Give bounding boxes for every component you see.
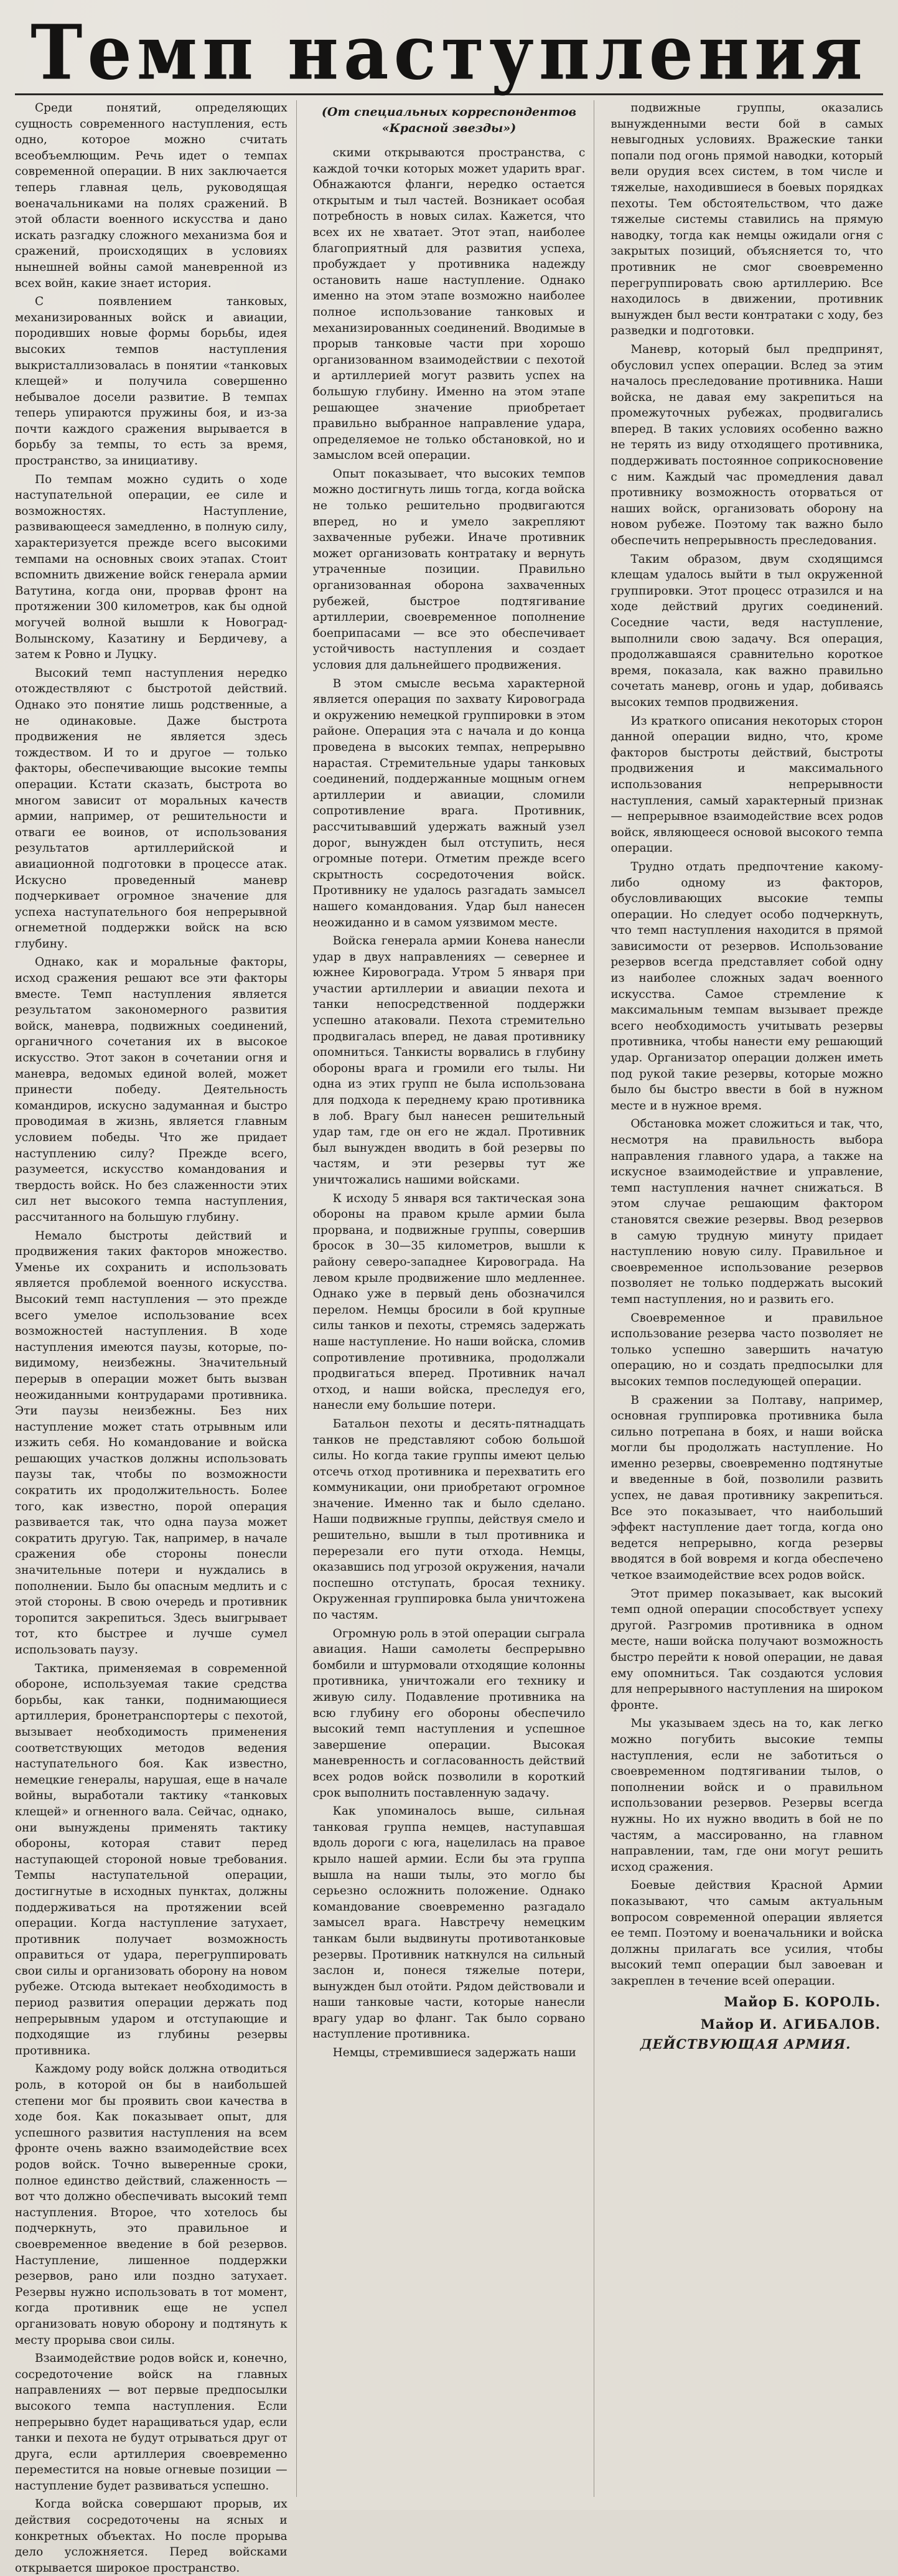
article-paragraph: Взаимодействие родов войск и, конечно, сосредоточение войск на главных направлениях — вот первые предпосылки высокого темпа наступления. Если непрерывно будет наращиваться удар, если танки и пехота не будут отрываться друг от друга, если артиллерия своевременно переместится на новые огневые позиции — наступление будет развиваться успешно. [15, 2352, 288, 2493]
article-paragraph: скими открываются пространства, с каждой точки которых может ударить враг. Обнажаются фланги, нередко остается открытым и тыл частей. Возникает особая потребность в новых силах. Кажется, что всех их не хватает. Этот этап, наиболее благоприятный для развития успеха, пробуждает у противника надежду остановить наше наступление. Однако именно на этом этапе возможно наиболее полное использование танковых и механизированных соединений. Вводимые в прорыв танковые части при хорошо организованном взаимодействии с пехотой и артиллерией могут развить успех на большую глубину. Именно на этом этапе решающее значение приобретает правильно выбранное направление удара, определяемое не только обстановкой, но и замыслом всей операции. [312, 146, 586, 463]
signature-2: Майор И. АГИБАЛОВ. [700, 2016, 881, 2033]
article-paragraph: В этом смысле весьма характерной является операция по захвату Кировограда и окружению немецкой группировки в этом районе. Операция эта с начала и до конца проведена в высоких темпах, непрерывно нарастая. Стремительные удары танковых соединений, поддержанные мощным огнем артиллерии и авиации, сломили сопротивление врага. Противник, рассчитывавший удержать важный узел дорог, вынужден был отступить, неся огромные потери. Отметим прежде всего скрытность сосредоточения войск. Противнику не удалось разгадать замысел нашего командования. Удар был нанесен неожиданно и в самом уязвимом месте. [312, 677, 586, 929]
article-byline: (От специальных корреспондентов «Красной звезды») [321, 105, 577, 135]
article-paragraph: Когда войска совершают прорыв, их действия сосредоточены на ясных и конкретных объектах. Но после прорыва дело усложняется. Перед войсками открывается широкое пространство. [15, 2498, 288, 2575]
article-paragraph: Немцы, стремившиеся задержать наши [332, 2046, 576, 2060]
signature-1: Майор Б. КОРОЛЬ. [724, 1994, 881, 2010]
article-paragraph: Тактика, применяемая в современной обороне, используемая такие средства борьбы, как танки, поднимающиеся артиллерия, бронетранспортеры с пехотой, вызывает необходимость применения соответствующих методов ведения наступательного боя. Как известно, немецкие генералы, нарушая, еще в начале войны, выработали тактику «танковых клещей» и огненного вала. Сейчас, однако, они вынуждены применять тактику обороны, которая ставит перед наступающей стороной новые требования. Темпы наступательной операции, достигнутые в исходных пунктах, должны поддерживаться на протяжении всей операции. Когда наступление затухает, противник получает возможность оправиться от удара, перегруппировать свои силы и организовать оборону на новом рубеже. Отсюда вытекает необходимость в период развития операции держать под непрерывным ударом и отступающие и подходящие из глубины резервы противника. [15, 1662, 288, 2057]
article-paragraph: Трудно отдать предпочтение какому-либо одному из факторов, обусловливающих высокие темпы операции. Но следует особо подчеркнуть, что темп наступления находится в прямой зависимости от резервов. Использование резервов всегда представляет собой одну из наиболее сложных задач военного искусства. Самое стремление к максимальным темпам вызывает прежде всего необходимость учитывать резервы противника, чтобы нанести ему решающий удар. Организатор операции должен иметь под рукой такие резервы, которые можно было бы быстро ввести в бой в нужном месте и в нужное время. [610, 860, 884, 1112]
article-paragraph: Своевременное и правильное использование резерва часто позволяет не только успешно завершить начатую операцию, но и создать предпосылки для высоких темпов последующей операции. [610, 1311, 884, 1388]
article-title: Темп наступления [30, 9, 868, 97]
article-paragraph: Однако, как и моральные факторы, исход сражения решают все эти факторы вместе. Темп наступления является результатом закономерного развития войск, маневра, подвижных соединений, органичного сочетания их в высокое искусство. Этот закон в сочетании огня и маневра, ведомых единой волей, может принести победу. Деятельность командиров, искусно задуманная и быстро проводимая в жизнь, является главным условием победы. Что же придает наступлению силу? Прежде всего, разумеется, искусство командования и твердость войск. Но без слаженности этих сил нет высокого темпа наступления, рассчитанного на большую глубину. [15, 956, 288, 1224]
article-paragraph: Немало быстроты действий и продвижения таких факторов множество. Уменье их сохранить и использовать является проблемой военного искусства. Высокий темп наступления — это прежде всего умелое использование всех возможностей наступления. В ходе наступления имеются паузы, которые, по-видимому, неизбежны. Значительный перерыв в операции может быть вызван неожиданными контрударами противника. Эти паузы неизбежны. Без них наступление может стать отрывным или изжить себя. Но командование и войска решающих участков должны использовать паузы так, чтобы по возможности сократить их продолжительность. Более того, как известно, порой операция развивается так, что одна пауза может сократить другую. Так, например, в начале сражения обе стороны понесли значительные потери и нуждались в пополнении. Было бы опасным медлить и с этой стороны. В свою очередь и противник торопится закрепиться. Здесь выигрывает тот, кто быстрее и лучше сумел использовать паузу. [15, 1229, 288, 1657]
article-paragraph: подвижные группы, оказались вынужденными вести бой в самых невыгодных условиях. Вражеские танки попали под огонь прямой наводки, который вели орудия всех систем, в том числе и тяжелые, находившиеся в боевых порядках пехоты. Тем обстоятельством, что даже тяжелые системы ставились на прямую наводку, тогда как немцы ожидали огня с закрытых позиций, объясняется то, что противник не смог своевременно перегруппировать свою артиллерию. Все находилось в движении, противник вынужден был вести контратаки с ходу, без разведки и подготовки. [610, 101, 884, 338]
article-paragraph: Мы указываем здесь на то, как легко можно погубить высокие темпы наступления, если не заботиться о своевременном подтягивании тылов, о пополнении войск и о правильном использовании резервов. Резервы всегда нужны. Но их нужно вводить в бой не по частям, а массированно, на главном направлении, там, где они могут решить исход сражения. [610, 1717, 884, 1874]
article-paragraph: В сражении за Полтаву, например, основная группировка противника была сильно потрепана в боях, и наши войска могли бы продолжать наступление. Но именно резервы, своевременно подтянутые и введенные в бой, позволили развить успех, не давая противнику закрепиться. Все это показывает, что наибольший эффект наступление дает тогда, когда оно ведется непрерывно, когда резервы вводятся в бой вовремя и когда обеспечено четкое взаимодействие всех родов войск. [610, 1393, 884, 1582]
article-paragraph: Таким образом, двум сходящимся клещам удалось выйти в тыл окруженной группировки. Этот процесс отразился и на ходе действий других соединений. Соседние части, ведя наступление, выполнили свою задачу. Вся операция, продолжавшаяся сравнительно короткое время, показала, как важно правильно сочетать маневр, огонь и удар, добиваясь высоких темпов продвижения. [610, 552, 884, 709]
article-paragraph: Боевые действия Красной Армии показывают, что самым актуальным вопросом современной операции является ее темп. Поэтому и военачальники и войска должны прилагать все усилия, чтобы высокий темп операции был завоеван и закреплен в течение всей операции. [610, 1879, 884, 1988]
article-columns [15, 100, 884, 2575]
column-3 [610, 100, 883, 2497]
article-paragraph: Обстановка может сложиться и так, что, несмотря на правильность выбора направления главного удара, а также на искусное взаимодействие и управление, темп наступления начнет снижаться. В этом случае решающим фактором становятся свежие резервы. Ввод резервов в самую трудную минуту придает наступлению новую силу. Правильное и своевременное использование резервов позволяет не только поддержать высокий темп наступления, но и развить его. [610, 1117, 884, 1306]
article-paragraph: Опыт показывает, что высоких темпов можно достигнуть лишь тогда, когда войска не только решительно продвигаются вперед, но и умело закрепляют захваченные рубежи. Иначе противник может организовать контратаку и вернуть утраченные позиции. Правильно организованная оборона захваченных рубежей, быстрое подтягивание артиллерии, своевременное пополнение боеприпасами — все это обеспечивает устойчивость наступления и создает условия для дальнейшего продвижения. [312, 467, 586, 672]
article-paragraph: Войска генерала армии Конева нанесли удар в двух направлениях — севернее и южнее Кировограда. Утром 5 января при участии артиллерии и авиации пехота и танки непосредственной поддержки успешно атаковали. Пехота стремительно продвигалась вперед, не давая противнику опомниться. Танкисты ворвались в глубину обороны врага и громили его тылы. Ни одна из этих групп не была использована для подхода к переднему краю противника в лоб. Врагу был нанесен решительный удар там, где он его не ждал. Противник был вынужден вводить в бой резервы по частям, и эти резервы тут же уничтожались нашими войсками. [312, 934, 586, 1187]
column-2 [313, 100, 595, 2497]
article-paragraph: Маневр, который был предпринят, обусловил успех операции. Вслед за этим началось преследование противника. Наши войска, не давая ему закрепиться на промежуточных рубежах, продвигались вперед. В таких условиях особенно важно не терять из виду отходящего противника, поддерживать постоянное соприкосновение с ним. Каждый час промедления давал противнику возможность оторваться от наших войск, организовать оборону на новом рубеже. Поэтому так важно было обеспечить непрерывность преследования. [610, 342, 884, 548]
column-1 [15, 100, 297, 2575]
article-paragraph: Из краткого описания некоторых сторон данной операции видно, что, кроме факторов быстроты действий, быстроты продвижения и максимального использования непрерывности наступления, самый характерный признак — непрерывное взаимодействие всех родов войск, являющееся основой высокого темпа операции. [610, 714, 884, 855]
article-paragraph: Огромную роль в этой операции сыграла авиация. Наши самолеты беспрерывно бомбили и штурмовали отходящие колонны противника, уничтожали его технику и живую силу. Подавление противника на всю глубину его обороны обеспечило высокий темп наступления и успешное завершение операции. Высокая маневренность и согласованность действий всех родов войск позволили в короткий срок выполнить поставленную задачу. [312, 1627, 586, 1800]
article-paragraph: Этот пример показывает, как высокий темп одной операции способствует успеху другой. Разгромив противника в одном месте, наши войска получают возможность быстро перейти к новой операции, не давая ему опомниться. Так создаются условия для непрерывного наступления на широком фронте. [610, 1587, 884, 1712]
article-paragraph: К исходу 5 января вся тактическая зона обороны на правом крыле армии была прорвана, и подвижные группы, совершив бросок в 30—35 километров, вышли к району северо-западнее Кировограда. На левом крыле продвижение шло медленнее. Однако уже в первый день обозначился перелом. Немцы бросили в бой крупные силы танков и пехоты, стремясь задержать наше наступление. Но наши войска, сломив сопротивление противника, продолжали продвигаться вперед. Противник начал отход, и наши войска, преследуя его, нанесли ему большие потери. [312, 1192, 586, 1413]
army-label: ДЕЙСТВУЮЩАЯ АРМИЯ. [640, 2036, 851, 2052]
article-paragraph: Высокий темп наступления нередко отождествляют с быстротой действий. Однако это понятие лишь родственные, а не одинаковые. Даже быстрота продвижения не является здесь тождеством. И то и другое — только факторы, обеспечивающие высокие темпы операции. Кстати сказать, быстрота во многом зависит от моральных качеств армии, например, от решительности и отваги ее воинов, от использования результатов артиллерийской и авиационной подготовки в процессе атак. Искусно проведенный маневр подчеркивает огромное значение для успеха наступательного боя непрерывной огнеметной поддержки войск на всю глубину. [15, 666, 288, 951]
article-paragraph: По темпам можно судить о ходе наступательной операции, ее силе и возможностях. Наступление, развивающееся замедленно, в полную силу, характеризуется прежде всего высокими темпами на основных своих этапах. Стоит вспомнить движение войск генерала армии Ватутина, когда они, прорвав фронт на протяжении 300 километров, как бы одной могучей волной вышли к Новоград-Волынскому, Казатину и Бердичеву, а затем к Ровно и Луцку. [15, 472, 288, 662]
column-3-body [610, 100, 883, 1989]
article-paragraph: Батальон пехоты и десять-пятнадцать танков не представляют собою большой силы. Но когда такие группы имеют целью отсечь отход противника и перехватить его коммуникации, они приобретают огромное значение. Именно так и было сделано. Наши подвижные группы, действуя смело и решительно, вышли в тыл противника и перерезали его пути отхода. Немцы, оказавшись под угрозой окружения, начали поспешно отступать, бросая технику. Окруженная группировка была уничтожена по частям. [312, 1417, 586, 1622]
article-paragraph: С появлением танковых, механизированных войск и авиации, породивших новые формы борьбы, идея высоких темпов наступления выкристаллизовалась в понятии «танковых клещей» и получила совершенно небывалое досели развитие. В темпах теперь упираются пружины боя, и из-за почти каждого сражения вырывается в борьбу за темпы, то есть за время, пространство, за инициативу. [15, 295, 288, 468]
article-paragraph: Как упоминалось выше, сильная танковая группа немцев, наступавшая вдоль дороги с юга, нацелилась на правое крыло нашей армии. Если бы эта группа вышла на наши тылы, это могло бы серьезно осложнить положение. Однако командование своевременно разгадало замысел врага. Навстречу немецким танкам были выдвинуты противотанковые резервы. Противник наткнулся на сильный заслон и, понеся тяжелые потери, вынужден был отойти. Рядом действовали и наши танковые части, которые нанесли врагу удар во фланг. Так было сорвано наступление противника. [312, 1805, 586, 2041]
article-paragraph: Среди понятий, определяющих сущность современного наступления, есть одно, которое можно считать всеобъемлющим. Речь идет о темпах современной операции. В них заключается теперь главная цель, руководящая военачальниками на полях сражений. В этой области военного искусства и дано искать разгадку сложного механизма боя и сражений, происходящих в условиях нынешней войны самой маневренной из всех войн, какие знает история. [15, 101, 288, 290]
article-paragraph: Каждому роду войск должна отводиться роль, в которой он бы в наибольшей степени мог бы проявить свои качества в ходе боя. Как показывает опыт, для успешного развития наступления на всем фронте очень важно взаимодействие всех родов войск. Точно выверенные сроки, полное единство действий, слаженность — вот что должно обеспечивать высокий темп наступления. Второе, что хотелось бы подчеркнуть, это правильное и своевременное введение в бой резервов. Наступление, лишенное поддержки резервов, рано или поздно затухает. Резервы нужно использовать в тот момент, когда противник еще не успел организовать новую оборону и подтянуть к месту прорыва свои силы. [15, 2062, 288, 2347]
